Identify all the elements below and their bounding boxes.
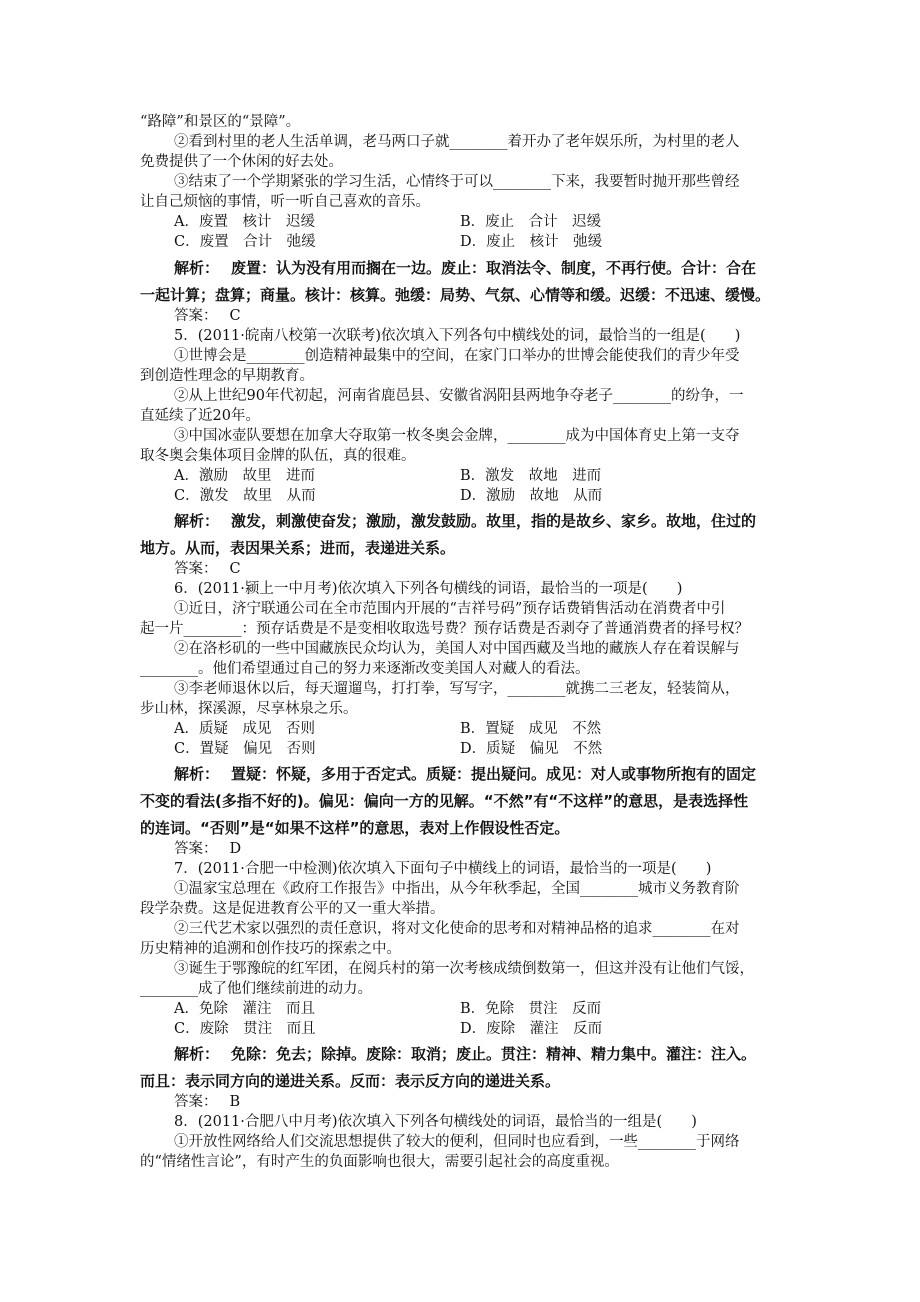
q7-stem: 7．(2011·合肥一中检测)依次填入下面句子中横线上的词语，最恰当的一项是( )	[174, 861, 712, 877]
q6-analysis: 解析： 置疑：怀疑，多用于否定式。质疑：提出疑问。成见：对人或事物所抱有的固定	[174, 765, 757, 783]
q6-text-line: ①近日，济宁联通公司在全市范围内开展的“吉祥号码”预存话费销售活动在消费者中引	[174, 601, 726, 617]
q4-text-line: ②看到村里的老人生活单调，老马两口子就________着开办了老年娱乐所，为村里的老人	[174, 134, 740, 150]
q5-text-line: 到创造性理念的早期教育。	[140, 368, 314, 384]
q4-answer: 答案： C	[174, 308, 241, 324]
q5-stem: 5．(2011·皖南八校第一次联考)依次填入下列各句中横线处的词，最恰当的一组是( )	[174, 328, 741, 344]
q7-text-line: 历史精神的追溯和创作技巧的探索之中。	[140, 941, 401, 957]
q7-text-line: ③诞生于鄂豫皖的红军团，在阅兵村的第一次考核成绩倒数第一，但这并没有让他们气馁，	[174, 961, 754, 977]
analysis-label: 解析：	[174, 259, 220, 277]
q5-option-d: D．激励 故地 从而	[460, 488, 603, 504]
q5-analysis-cont: 地方。从而，表因果关系；进而，表递进关系。	[140, 539, 456, 557]
q5-text-line: ③中国冰壶队要想在加拿大夺取第一枚冬奥会金牌，________成为中国体育史上第一支夺	[174, 428, 740, 444]
q8-stem: 8．(2011·合肥八中月考)依次填入下列各句横线处的词语，最恰当的一组是( )	[174, 1114, 697, 1130]
q6-text-line: ③李老师退休以后，每天遛遛鸟，打打拳，写写字，________就携二三老友，轻装简从，	[174, 681, 740, 697]
q7-analysis-cont: 而且：表示同方向的递进关系。反而：表示反方向的递进关系。	[140, 1072, 561, 1090]
q4-option-a: A．废置 核计 迟缓	[174, 214, 315, 230]
q7-text-line: ________成了他们继续前进的动力。	[140, 981, 372, 997]
q4-text-line: 让自己烦恼的事情，听一听自己喜欢的音乐。	[140, 194, 430, 210]
analysis-label: 解析：	[174, 512, 220, 530]
q4-option-d: D．废止 核计 弛缓	[460, 234, 603, 250]
q6-analysis-cont: 的连词。“否则”是“如果不这样”的意思，表对上作假设性否定。	[140, 819, 570, 837]
q7-option-c: C．废除 贯注 而且	[174, 1021, 316, 1037]
q6-text-line: ________。他们希望通过自己的努力来逐渐改变美国人对藏人的看法。	[140, 661, 590, 677]
q6-option-d: D．质疑 偏见 不然	[460, 741, 603, 757]
q5-analysis: 解析： 激发，刺激使奋发；激励，激发鼓励。故里，指的是故乡、家乡。故地，住过的	[174, 512, 757, 530]
q5-text-line: ①世博会是________创造精神最集中的空间，在家门口举办的世博会能使我们的青少年受	[174, 348, 740, 364]
q5-option-a: A．激励 故里 进而	[174, 468, 315, 484]
q6-text-line: 步山林，探溪源，尽享林泉之乐。	[140, 701, 358, 717]
q5-option-c: C．激发 故里 从而	[174, 488, 316, 504]
q7-text-line: ②三代艺术家以强烈的责任意识，将对文化使命的思考和对精神品格的追求________在对	[174, 921, 740, 937]
q7-analysis: 解析： 免除：免去；除掉。废除：取消；废止。贯注：精神、精力集中。灌注：注入。	[174, 1045, 757, 1063]
q5-text-line: 取冬奥会集体项目金牌的队伍，真的很难。	[140, 448, 416, 464]
analysis-label: 解析：	[174, 1045, 220, 1063]
q7-option-d: D．废除 灌注 反而	[460, 1021, 603, 1037]
q6-option-b: B．置疑 成见 不然	[460, 721, 602, 737]
q5-text-line: 直延续了近20年。	[140, 408, 260, 424]
q6-text-line: 起一片________：预存话费是不是变相收取选号费？预存话费是否剥夺了普通消费者的择号权？	[140, 621, 749, 637]
q7-option-a: A．免除 灌注 而且	[174, 1001, 315, 1017]
q6-option-c: C．置疑 偏见 否则	[174, 741, 316, 757]
q5-answer: 答案： C	[174, 561, 241, 577]
q6-answer: 答案： D	[174, 841, 242, 857]
q5-text-line: ②从上世纪90年代初起，河南省鹿邑县、安徽省涡阳县两地争夺老子________的纷争，一	[174, 388, 744, 404]
analysis-label: 解析：	[174, 765, 220, 783]
q4-text-line: ③结束了一个学期紧张的学习生活，心情终于可以________下来，我要暂时抛开那些曾经	[174, 174, 740, 190]
q7-text-line: 段学杂费。这是促进教育公平的又一重大举措。	[140, 901, 445, 917]
q6-stem: 6．(2011·颍上一中月考)依次填入下列各句横线的词语，最恰当的一项是( )	[174, 581, 683, 597]
q4-option-b: B．废止 合计 迟缓	[460, 214, 602, 230]
q4-text-line: “路障”和景区的“景障”。	[140, 114, 301, 130]
q8-text-line: 的“情绪性言论”，有时产生的负面影响也很大，需要引起社会的高度重视。	[140, 1154, 619, 1170]
q4-analysis-cont: 一起计算；盘算；商量。核计：核算。弛缓：局势、气氛、心情等和缓。迟缓：不迅速、缓慢。	[140, 286, 771, 304]
q6-analysis-cont: 不变的看法(多指不好的)。偏见：偏向一方的见解。“不然”有“不这样”的意思，是表选择性	[140, 792, 749, 810]
q6-option-a: A．质疑 成见 否则	[174, 721, 315, 737]
q4-option-c: C．废置 合计 弛缓	[174, 234, 316, 250]
q4-text-line: 免费提供了一个休闲的好去处。	[140, 154, 343, 170]
q7-option-b: B．免除 贯注 反而	[460, 1001, 602, 1017]
q7-text-line: ①温家宝总理在《政府工作报告》中指出，从今年秋季起，全国________城市义务教育阶	[174, 881, 740, 897]
q7-answer: 答案： B	[174, 1094, 241, 1110]
q4-analysis: 解析： 废置：认为没有用而搁在一边。废止：取消法令、制度，不再行使。合计：合在	[174, 259, 757, 277]
q8-text-line: ①开放性网络给人们交流思想提供了较大的便利，但同时也应看到，一些________于网络	[174, 1134, 740, 1150]
q5-option-b: B．激发 故地 进而	[460, 468, 602, 484]
q6-text-line: ②在洛杉矶的一些中国藏族民众均认为，美国人对中国西藏及当地的藏族人存在着误解与	[174, 641, 740, 657]
